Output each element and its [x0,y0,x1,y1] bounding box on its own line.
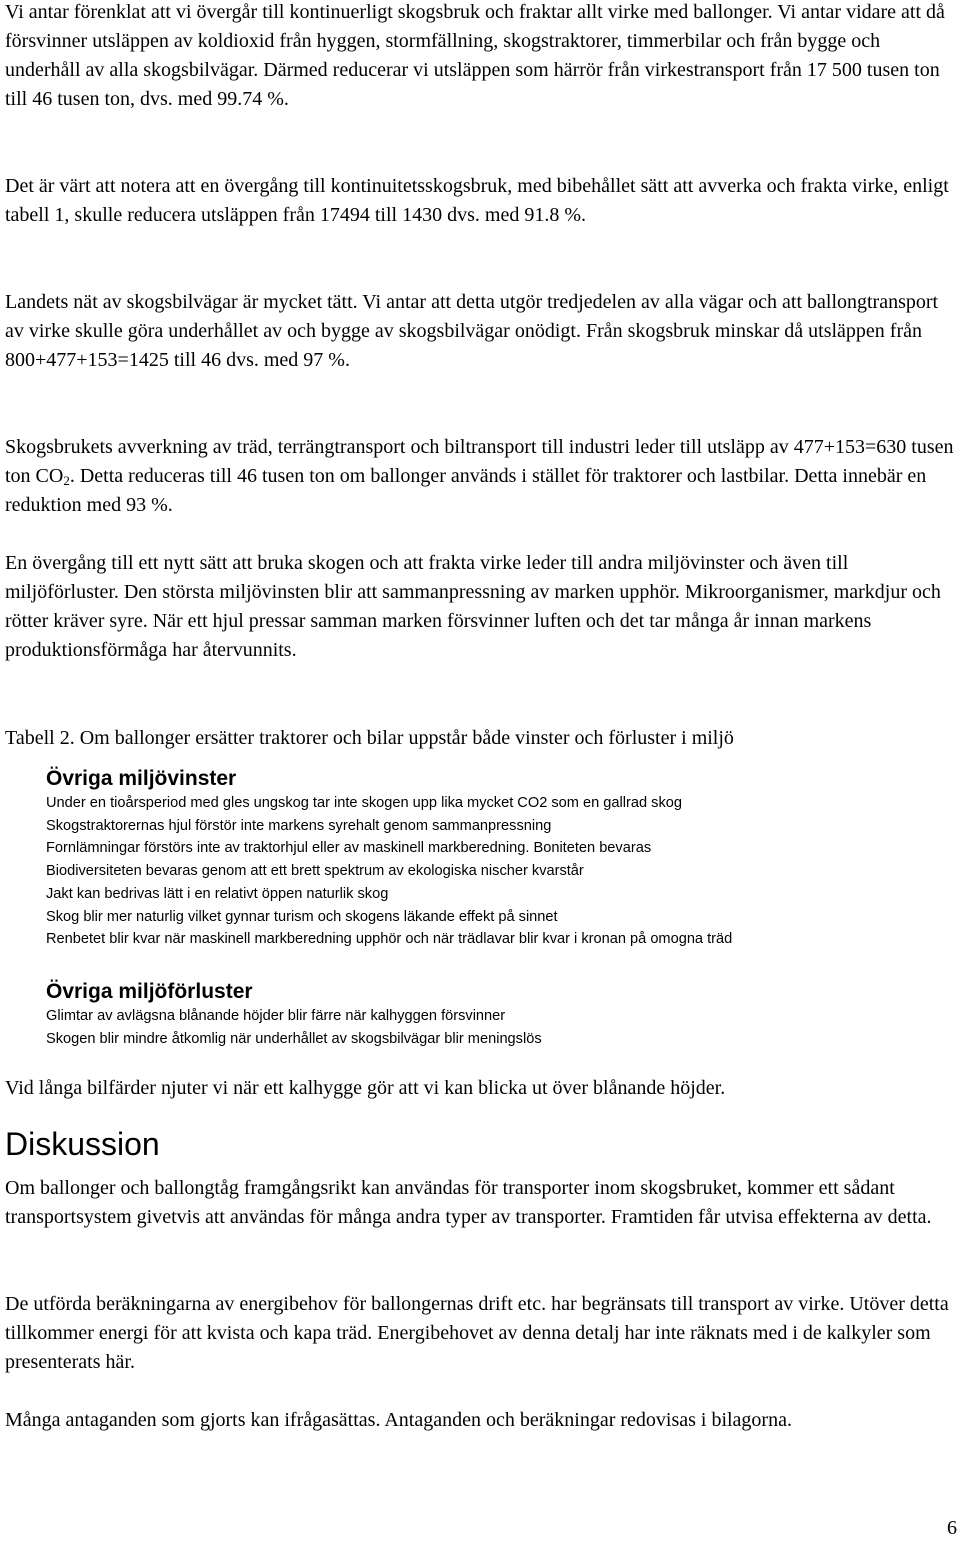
paragraph-forestry-emissions-part1: Skogsbrukets avverkning av träd, terrängtransport och biltransport till industri leder till utsläpp av 477+153=630 tusen ton CO [5,436,954,487]
paragraph-continuity-forestry: Det är värt att notera att en övergång till kontinuitetsskogsbruk, med bibehållet sätt att avverka och frakta virke, enligt tabell 1, skulle reducera utsläppen från 17494 till 1430 dvs. med 91.8 %. [5,175,949,226]
paragraph-environmental-effects: En övergång till ett nytt sätt att bruka skogen och att frakta virke leder till andra miljövinster och även till miljöförluster. Den största miljövinsten blir att sammanpressning av marken upphör. Mikroorganismer, markdjur och rötter kräver syre. När ett hjul pressar samman marken försvinner luften och det tar många år innan markens produktionsförmåga har återvunnits. [5,552,941,661]
loss-item: Glimtar av avlägsna blånande höjder blir färre när kalhyggen försvinner [46,1008,506,1024]
page-number: 6 [947,1517,957,1539]
paragraph-scenic-views: Vid långa bilfärder njuter vi när ett kalhygge gör att vi kan blicka ut över blånande höjder. [5,1077,726,1099]
co2-subscript: 2 [63,473,70,488]
paragraph-assumptions: Många antaganden som gjorts kan ifrågasättas. Antaganden och beräkningar redovisas i bilagorna. [5,1409,792,1431]
table-caption: Tabell 2. Om ballonger ersätter traktorer och bilar uppstår både vinster och förluster i miljö [5,727,734,749]
gain-item: Skogstraktorernas hjul förstör inte markens syrehalt genom sammanpressning [46,817,552,834]
table-environmental-gains [5,766,732,951]
paragraph-balloon-transport: Om ballonger och ballongtåg framgångsrikt kan användas för transporter inom skogsbruket, kommer ett sådant transportsystem givetvis att användas för många andra typer av transporter. Framtiden får utvisa effekterna av detta. [5,1177,932,1228]
gain-item: Jakt kan bedrivas lätt i en relativt öppen naturlik skog [46,885,389,902]
paragraph-forest-roads: Landets nät av skogsbilvägar är mycket tätt. Vi antar att detta utgör tredjedelen av alla vägar och att ballongtransport av virke skulle göra underhållet av och bygge av skogsbilvägar onödigt. Från skogsbruk minskar då utsläppen från 800+477+153=1425 till 46 dvs. med 97 %. [5,291,939,371]
gains-list [5,792,732,951]
loss-item: Skogen blir mindre åtkomlig när underhållet av skogsbilvägar blir meningslös [46,1030,542,1047]
gain-item: Under en tioårsperiod med gles ungskog tar inte skogen upp lika mycket CO2 som en gallrad skog [46,795,682,811]
losses-title: Övriga miljöförluster [46,980,253,1003]
losses-list [5,1005,542,1050]
paragraph-forestry-emissions [5,433,955,520]
table-environmental-losses [5,979,542,1050]
gains-title: Övriga miljövinster [46,767,237,790]
paragraph-energy-calculations: De utförda beräkningarna av energibehov för ballongernas drift etc. har begränsats till transport av virke. Utöver detta tillkommer energi för att kvista och kapa träd. Energibehovet av denna detalj har inte räknats med i de kalkyler som presenterats här. [5,1293,949,1373]
paragraph-forestry-emissions-part2: . Detta reduceras till 46 tusen ton om ballonger används i stället för traktorer och lastbilar. Detta innebär en reduktion med 93 %. [5,465,927,516]
section-heading-diskussion: Diskussion [5,1126,160,1162]
gain-item: Renbetet blir kvar när maskinell markberedning upphör och när trädlavar blir kvar i kronan på omogna träd [46,931,733,948]
gain-item: Skog blir mer naturlig vilket gynnar turism och skogens läkande effekt på sinnet [46,908,558,925]
paragraph-emission-reduction: Vi antar förenklat att vi övergår till kontinuerligt skogsbruk och fraktar allt virke med ballonger. Vi antar vidare att då försvinner utsläppen av koldioxid från hyggen, stormfällning, skogstraktorer, timmerbilar och från bygge och underhåll av alla skogsbilvägar. Därmed reducerar vi utsläppen som härrör från virkestransport från 17 500 tusen ton till 46 tusen ton, dvs. med 99.74 %. [5,1,945,110]
gain-item: Biodiversiteten bevaras genom att ett brett spektrum av ekologiska nischer kvarstår [46,863,584,880]
gain-item: Fornlämningar förstörs inte av traktorhjul eller av maskinell markberedning. Boniteten bevaras [46,840,652,857]
